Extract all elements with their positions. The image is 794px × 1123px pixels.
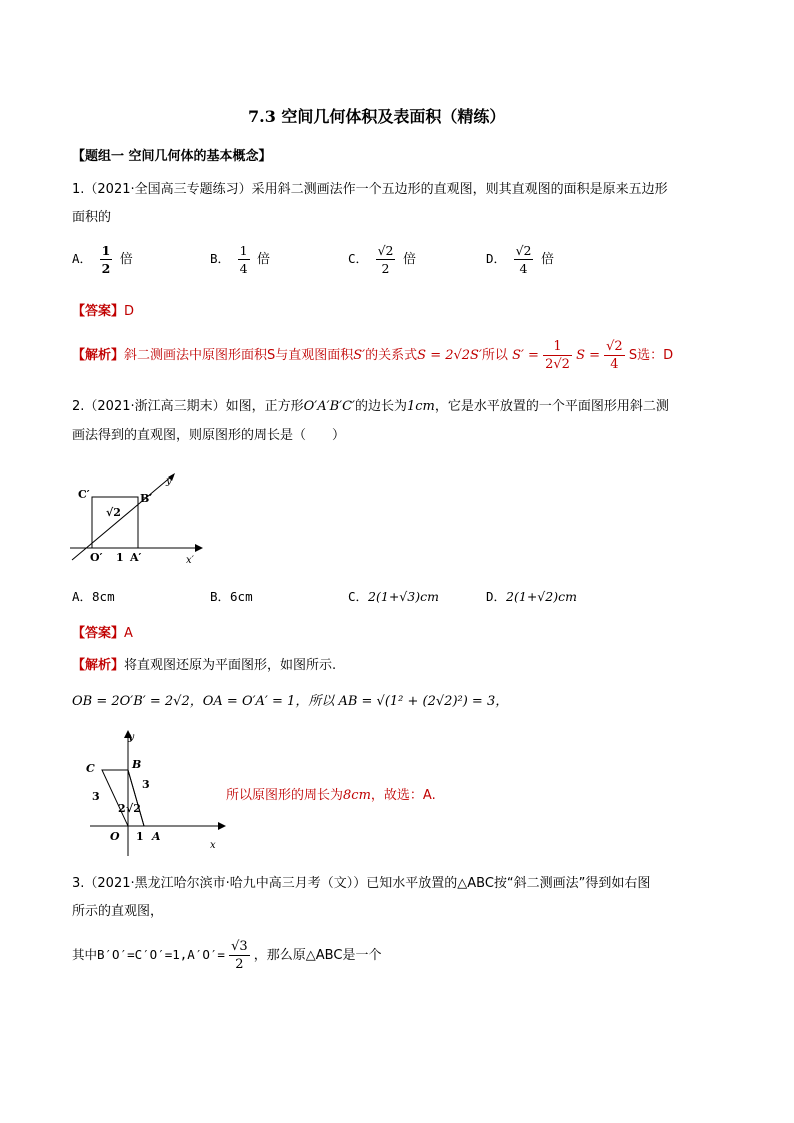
analysis-text: 所以 (481, 348, 508, 363)
label-a: A (152, 830, 161, 843)
option-label: D． (486, 251, 507, 266)
label-two: 2 (118, 802, 126, 815)
conclusion-text: ，故选：A. (370, 788, 436, 803)
x-axis-arrow (218, 822, 226, 830)
option-label: C． (348, 589, 369, 604)
label-three-right: 3 (142, 778, 150, 791)
q2-option-c[interactable] (348, 587, 439, 605)
analysis-text: S选：D (628, 348, 674, 363)
fraction: $\frac{1}{4}$ (239, 243, 248, 276)
math-var: S = (576, 348, 600, 363)
label-x: x (210, 840, 216, 851)
label-a: A′ (130, 551, 142, 564)
math-formula: S = 2√2S′ (417, 348, 482, 363)
q1-option-a[interactable] (72, 242, 133, 277)
q2-option-b[interactable]: B．6cm (210, 589, 253, 604)
fraction: $\frac{1}{2√2}$ (545, 339, 570, 372)
math-var: S′ = (512, 348, 539, 363)
q3-stem-line3 (72, 938, 381, 973)
option-suffix: 倍 (119, 252, 133, 267)
fraction: $\frac{√2}{4}$ (515, 243, 532, 276)
q2-formula: OB = 2O′B′ = 2√2，OA = O′A′ = 1，所以 AB = √(1² + (2√2)²) = 3， (72, 694, 509, 709)
conclusion-value: 8cm (343, 788, 371, 803)
parallelogram (102, 770, 144, 826)
q2-stem-line2: 画法得到的直观图，则原图形的周长是（ ） (72, 428, 346, 443)
answer-value: A (124, 626, 133, 641)
option-expr: 2(1+√3)cm (368, 589, 439, 604)
option-label: D． (486, 589, 507, 604)
label-y: y′ (166, 476, 174, 487)
q2-figure-original (80, 728, 230, 860)
label-x: x′ (186, 555, 194, 566)
q1-analysis (72, 338, 673, 373)
analysis-text: 斜二测画法中原图形面积S与直观图面积 (124, 348, 354, 363)
option-suffix: 倍 (257, 252, 271, 267)
label-c: C (86, 762, 95, 775)
q2-analysis (72, 654, 336, 673)
label-b: B (132, 758, 142, 771)
option-suffix: 倍 (541, 252, 555, 267)
fraction: $\frac{√3}{2}$ (231, 939, 248, 972)
label-b: B′ (140, 492, 153, 505)
q1-answer (72, 300, 134, 319)
stem-text: 的边长为 (354, 399, 407, 414)
group-heading: 【题组一 空间几何体的基本概念】 (72, 149, 272, 164)
label-three-left: 3 (92, 790, 100, 803)
label-root2: √2 (106, 506, 121, 519)
q3-stem: 3.（2021·黑龙江哈尔滨市·哈九中高三月考（文））已知水平放置的△ABC按“斜二测画法”得到如右图 (72, 876, 651, 891)
option-label: A． (72, 251, 93, 266)
label-c: C′ (78, 488, 90, 501)
conclusion-text: 所以原图形的周长为 (226, 788, 344, 803)
answer-value: D (124, 304, 135, 319)
analysis-text: 的关系式 (365, 348, 418, 363)
q1-option-b[interactable] (210, 242, 270, 277)
option-label: B． (210, 251, 231, 266)
q1-option-c[interactable] (348, 242, 416, 277)
x-axis-arrow (195, 544, 203, 552)
label-y: y (128, 732, 134, 743)
math-var: O′A′B′C′ (303, 399, 355, 414)
label-root2: √2 (126, 802, 141, 815)
answer-tag: 【答案】 (72, 626, 125, 641)
label-one: 1 (136, 830, 144, 843)
q2-option-d[interactable] (486, 587, 577, 605)
stem-text: 其中B′O′=C′O′=1,A′O′= (72, 947, 225, 962)
q3-stem-line2: 所示的直观图， (72, 904, 164, 919)
q2-stem (72, 395, 669, 414)
label-one: 1 (116, 551, 124, 564)
page-title: 7.3 空间几何体积及表面积（精练） (248, 107, 506, 126)
analysis-text: 将直观图还原为平面图形，如图所示. (124, 658, 337, 673)
q1-stem-line2: 面积的 (72, 210, 112, 225)
label-o: O (110, 830, 120, 843)
fraction: $\frac{1}{2}$ (101, 243, 111, 276)
q2-figure-oblique (60, 468, 220, 568)
option-expr: 2(1+√2)cm (506, 589, 577, 604)
square (92, 497, 138, 548)
option-suffix: 倍 (403, 252, 417, 267)
q2-option-a[interactable]: A．8cm (72, 589, 115, 604)
answer-tag: 【答案】 (72, 304, 125, 319)
math-var: S′ (353, 348, 366, 363)
fraction: $\frac{√2}{2}$ (377, 243, 394, 276)
q1-option-d[interactable] (486, 242, 554, 277)
label-o: O′ (90, 551, 103, 564)
q2-conclusion (226, 784, 436, 803)
stem-text: ，它是水平放置的一个平面图形用斜二测 (434, 399, 669, 414)
analysis-tag: 【解析】 (72, 348, 125, 363)
option-label: C． (348, 251, 369, 266)
stem-text: 2.（2021·浙江高三期末）如图，正方形 (72, 399, 304, 414)
fraction: $\frac{√2}{4}$ (606, 339, 623, 372)
analysis-tag: 【解析】 (72, 658, 125, 673)
stem-text: ，那么原△ABC是一个 (253, 948, 382, 963)
math-var: 1cm (407, 399, 435, 414)
q1-stem: 1.（2021·全国高三专题练习）采用斜二测画法作一个五边形的直观图，则其直观图的面积是原来五边形 (72, 182, 668, 197)
q2-answer (72, 622, 133, 641)
